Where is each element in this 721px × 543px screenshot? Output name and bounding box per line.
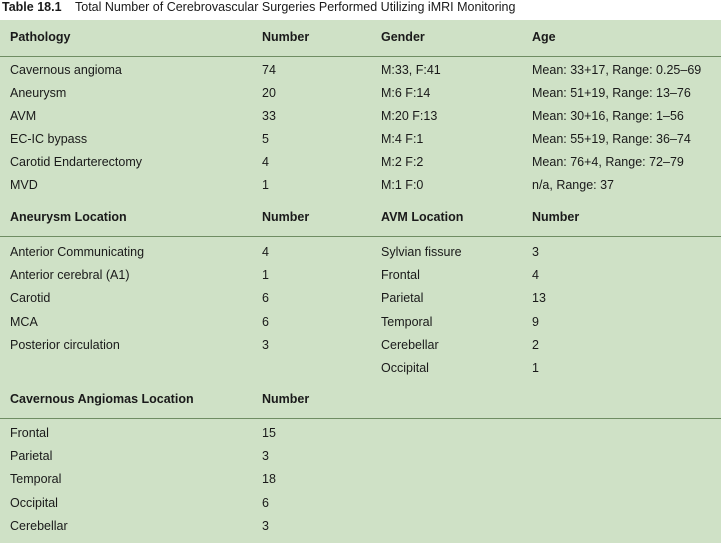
data-table [0, 20, 721, 543]
table-row [0, 493, 721, 516]
header-avm-location: AVM Location [381, 210, 464, 224]
header-pathology: Pathology [10, 30, 71, 44]
cell-number: 4 [532, 268, 539, 282]
header-number: Number [532, 210, 580, 224]
cell-avm-location: Temporal [381, 315, 433, 329]
cell-number: 15 [262, 426, 276, 440]
cell-avm-location: Sylvian fissure [381, 245, 462, 259]
cell-pathology: Cavernous angioma [10, 63, 122, 77]
cell-avm-location: Occipital [381, 361, 429, 375]
table-row [0, 288, 721, 311]
cell-age: Mean: 33+17, Range: 0.25–69 [532, 63, 702, 77]
cell-pathology: EC-IC bypass [10, 132, 88, 146]
cell-number: 1 [262, 178, 269, 192]
table-row [0, 358, 721, 381]
cell-age: Mean: 76+4, Range: 72–79 [532, 155, 684, 169]
cell-cavernous-location: Frontal [10, 426, 49, 440]
table-row [0, 129, 721, 152]
cell-number: 13 [532, 291, 546, 305]
cell-number: 1 [262, 268, 269, 282]
cell-age: Mean: 55+19, Range: 36–74 [532, 132, 691, 146]
location-header-row [0, 200, 721, 237]
cell-number: 18 [262, 472, 276, 486]
header-number: Number [262, 210, 310, 224]
cell-aneurysm-location: Carotid [10, 291, 51, 305]
cell-number: 6 [262, 291, 269, 305]
cell-number: 4 [262, 245, 269, 259]
table-row [0, 265, 721, 288]
cell-gender: M:4 F:1 [381, 132, 424, 146]
cell-gender: M:1 F:0 [381, 178, 424, 192]
cell-cavernous-location: Parietal [10, 449, 53, 463]
table-row [0, 175, 721, 198]
pathology-header-row [0, 20, 721, 57]
table-row [0, 60, 721, 83]
cell-number: 2 [532, 338, 539, 352]
cell-aneurysm-location: MCA [10, 315, 38, 329]
cell-pathology: MVD [10, 178, 38, 192]
cell-age: Mean: 30+16, Range: 1–56 [532, 109, 684, 123]
table-caption [0, 0, 721, 20]
table-row [0, 446, 721, 469]
header-aneurysm-location: Aneurysm Location [10, 210, 127, 224]
cell-number: 20 [262, 86, 276, 100]
table-row [0, 516, 721, 539]
cell-avm-location: Cerebellar [381, 338, 439, 352]
cell-cavernous-location: Temporal [10, 472, 62, 486]
cell-avm-location: Parietal [381, 291, 424, 305]
table-row [0, 469, 721, 492]
cell-cavernous-location: Occipital [10, 496, 58, 510]
header-cavernous-location: Cavernous Angiomas Location [10, 392, 194, 406]
cell-gender: M:6 F:14 [381, 86, 431, 100]
cell-gender: M:20 F:13 [381, 109, 438, 123]
cell-aneurysm-location: Posterior circulation [10, 338, 120, 352]
cell-gender: M:33, F:41 [381, 63, 441, 77]
cell-number: 5 [262, 132, 269, 146]
header-age: Age [532, 30, 556, 44]
cell-number: 3 [262, 449, 269, 463]
header-gender: Gender [381, 30, 425, 44]
cell-number: 4 [262, 155, 269, 169]
cell-number: 33 [262, 109, 276, 123]
cell-number: 9 [532, 315, 539, 329]
cell-number: 74 [262, 63, 276, 77]
cell-number: 3 [262, 338, 269, 352]
cell-avm-location: Frontal [381, 268, 420, 282]
cell-pathology: Aneurysm [10, 86, 67, 100]
cell-age: Mean: 51+19, Range: 13–76 [532, 86, 691, 100]
cell-age: n/a, Range: 37 [532, 178, 615, 192]
table-row [0, 152, 721, 175]
cell-number: 1 [532, 361, 539, 375]
table-number: Table 18.1 [2, 0, 62, 14]
header-number: Number [262, 392, 310, 406]
table-row [0, 83, 721, 106]
cell-number: 3 [532, 245, 539, 259]
table-row [0, 312, 721, 335]
cell-aneurysm-location: Anterior cerebral (A1) [10, 268, 130, 282]
table-row [0, 335, 721, 358]
cell-gender: M:2 F:2 [381, 155, 424, 169]
cell-aneurysm-location: Anterior Communicating [10, 245, 145, 259]
cell-number: 6 [262, 315, 269, 329]
cell-number: 6 [262, 496, 269, 510]
cell-pathology: Carotid Endarterectomy [10, 155, 143, 169]
table-row [0, 106, 721, 129]
header-number: Number [262, 30, 310, 44]
cell-cavernous-location: Cerebellar [10, 519, 68, 533]
table-row [0, 242, 721, 265]
table-row [0, 423, 721, 446]
table-title: Total Number of Cerebrovascular Surgeries Performed Utilizing iMRI Monitoring [75, 0, 516, 14]
cell-pathology: AVM [10, 109, 37, 123]
cell-number: 3 [262, 519, 269, 533]
cavernous-header-row [0, 382, 721, 419]
